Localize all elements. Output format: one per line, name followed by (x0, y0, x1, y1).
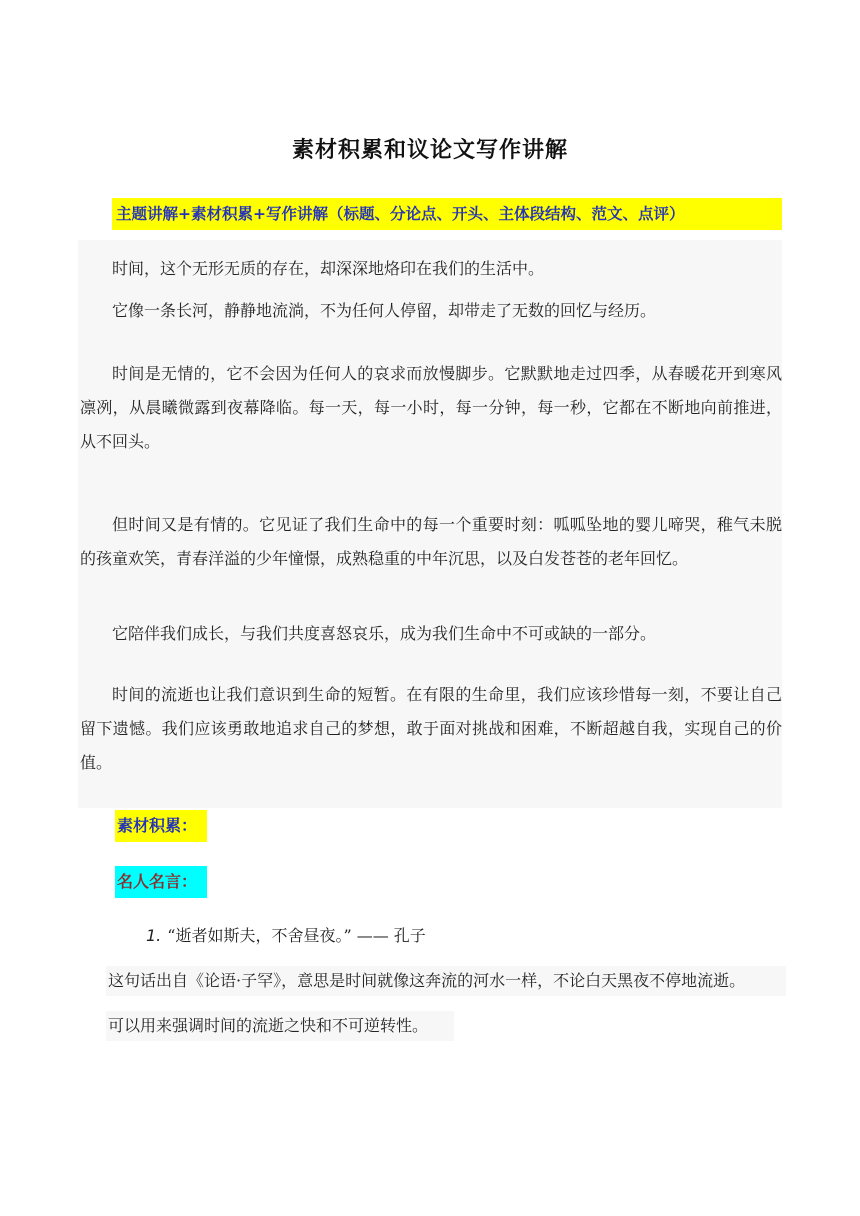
list-number: 1. (146, 926, 162, 945)
essay-paragraph-1: 时间，这个无形无质的存在，却深深地烙印在我们的生活中。 (112, 259, 545, 278)
essay-paragraph-3: 时间是无情的，它不会因为任何人的哀求而放慢脚步。它默默地走过四季，从春暖花开到寒风凛冽，从晨曦微露到夜幕降临。每一天，每一小时，每一分钟，每一秒，它都在不断地向前推进，从不回头。 (80, 364, 782, 451)
quote-explanation-line-2: 可以用来强调时间的流逝之快和不可逆转性。 (106, 1011, 454, 1041)
document-title: 素材积累和议论文写作讲解 (291, 137, 568, 163)
essay-paragraph-4: 但时间又是有情的。它见证了我们生命中的每一个重要时刻：呱呱坠地的婴儿啼哭，稚气未脱的孩童欢笑，青春洋溢的少年憧憬，成熟稳重的中年沉思，以及白发苍苍的老年回忆。 (80, 515, 782, 568)
quote-text: “逝者如斯夫，不舍昼夜。” —— 孔子 (167, 926, 426, 945)
quote-explanation-line-1: 这句话出自《论语·子罕》，意思是时间就像这奔流的河水一样，不论白天黑夜不停地流逝。 (106, 966, 786, 996)
essay-paragraph-6: 时间的流逝也让我们意识到生命的短暂。在有限的生命里，我们应该珍惜每一刻，不要让自己留下遗憾。我们应该勇敢地追求自己的梦想，敢于面对挑战和困难，不断超越自我，实现自己的价值。 (80, 685, 782, 772)
essay-paragraph-5: 它陪伴我们成长，与我们共度喜怒哀乐，成为我们生命中不可或缺的一部分。 (112, 624, 657, 643)
essay-paragraph-2: 它像一条长河，静静地流淌，不为任何人停留，却带走了无数的回忆与经历。 (112, 301, 657, 320)
subtitle-highlight: 主题讲解+素材积累+写作讲解（标题、分论点、开头、主体段结构、范文、点评） (112, 198, 782, 230)
subsection-label-quotes: 名人名言： (115, 866, 207, 898)
section-label-material: 素材积累： (115, 810, 207, 842)
quote-item-1 (146, 922, 426, 950)
